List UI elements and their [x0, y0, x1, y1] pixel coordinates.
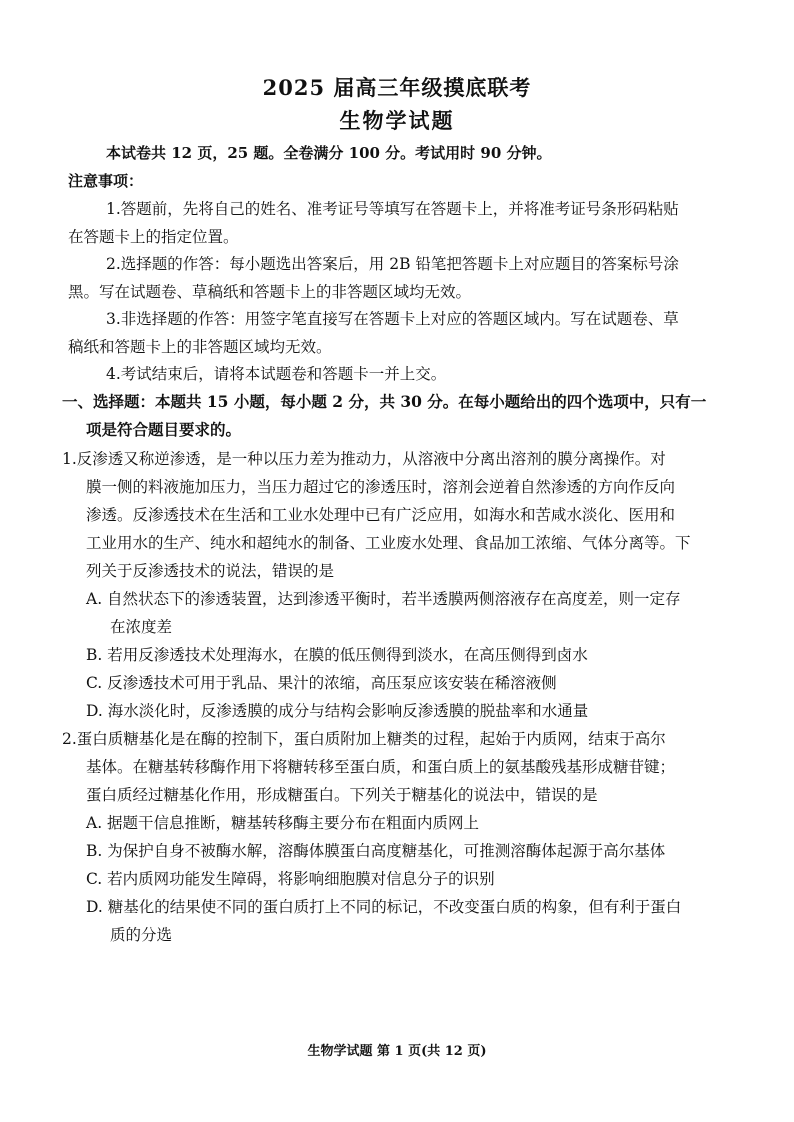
- note-3-line-2: 稿纸和答题卡上的非答题区域均无效。: [68, 338, 332, 356]
- q1-option-c: C. 反渗透技术可用于乳品、果汁的浓缩，高压泵应该安装在稀溶液侧: [86, 674, 557, 692]
- q2-option-a: A. 据题干信息推断，糖基转移酶主要分布在粗面内质网上: [86, 814, 480, 832]
- exam-title: 2025 届高三年级摸底联考: [262, 75, 532, 100]
- exam-info: 本试卷共 12 页，25 题。全卷满分 100 分。考试用时 90 分钟。: [106, 144, 552, 162]
- q2-option-d-line-1: D. 糖基化的结果使不同的蛋白质打上不同的标记，不改变蛋白质的构象，但有利于蛋白: [86, 898, 682, 916]
- q1-stem-line-5: 列关于反渗透技术的说法，错误的是: [86, 562, 335, 580]
- subject-title: 生物学试题: [339, 108, 455, 133]
- q1-stem-line-3: 渗透。反渗透技术在生活和工业水处理中已有广泛应用，如海水和苦咸水淡化、医用和: [86, 506, 676, 524]
- q1-option-d: D. 海水淡化时，反渗透膜的成分与结构会影响反渗透膜的脱盐率和水通量: [86, 702, 589, 720]
- q1-stem-line-2: 膜一侧的料液施加压力，当压力超过它的渗透压时，溶剂会逆着自然渗透的方向作反向: [86, 478, 676, 496]
- q1-stem-line-4: 工业用水的生产、纯水和超纯水的制备、工业废水处理、食品加工浓缩、气体分离等。下: [86, 534, 691, 552]
- note-2-line-2: 黑。写在试题卷、草稿纸和答题卡上的非答题区域均无效。: [68, 283, 472, 301]
- note-2-line-1: 2.选择题的作答：每小题选出答案后，用 2B 铅笔把答题卡上对应题目的答案标号涂: [106, 255, 679, 273]
- notes-title: 注意事项：: [68, 172, 144, 190]
- section-header-line-1: 一、选择题：本题共 15 小题，每小题 2 分，共 30 分。在每小题给出的四个选项中，只有一: [62, 392, 707, 411]
- section-header-line-2: 项是符合题目要求的。: [86, 420, 242, 439]
- q2-stem-line-3: 蛋白质经过糖基化作用，形成糖蛋白。下列关于糖基化的说法中，错误的是: [86, 786, 598, 804]
- note-4-line-1: 4.考试结束后，请将本试题卷和答题卡一并上交。: [106, 365, 447, 383]
- q1-option-a-line-2: 在浓度差: [110, 618, 173, 636]
- q1-stem-line-1: 1.反渗透又称逆渗透，是一种以压力差为推动力，从溶液中分离出溶剂的膜分离操作。对: [62, 450, 666, 468]
- q2-option-b: B. 为保护自身不被酶水解，溶酶体膜蛋白高度糖基化，可推测溶酶体起源于高尔基体: [86, 842, 666, 860]
- q1-option-a-line-1: A. 自然状态下的渗透装置，达到渗透平衡时，若半透膜两侧溶液存在高度差，则一定存: [86, 590, 681, 608]
- note-1-line-1: 1.答题前，先将自己的姓名、准考证号等填写在答题卡上，并将准考证号条形码粘贴: [106, 200, 679, 218]
- note-1-line-2: 在答题卡上的指定位置。: [68, 228, 239, 246]
- note-3-line-1: 3.非选择题的作答：用签字笔直接写在答题卡上对应的答题区域内。写在试题卷、草: [106, 310, 679, 328]
- page-footer: 生物学试题 第 1 页(共 12 页): [307, 1044, 487, 1059]
- q2-stem-line-2: 基体。在糖基转移酶作用下将糖转移至蛋白质，和蛋白质上的氨基酸残基形成糖苷键；: [86, 758, 676, 776]
- q2-option-c: C. 若内质网功能发生障碍，将影响细胞膜对信息分子的识别: [86, 870, 495, 888]
- q2-stem-line-1: 2.蛋白质糖基化是在酶的控制下，蛋白质附加上糖类的过程，起始于内质网，结束于高尔: [62, 730, 666, 748]
- q2-option-d-line-2: 质的分选: [110, 926, 173, 944]
- q1-option-b: B. 若用反渗透技术处理海水，在膜的低压侧得到淡水，在高压侧得到卤水: [86, 646, 588, 664]
